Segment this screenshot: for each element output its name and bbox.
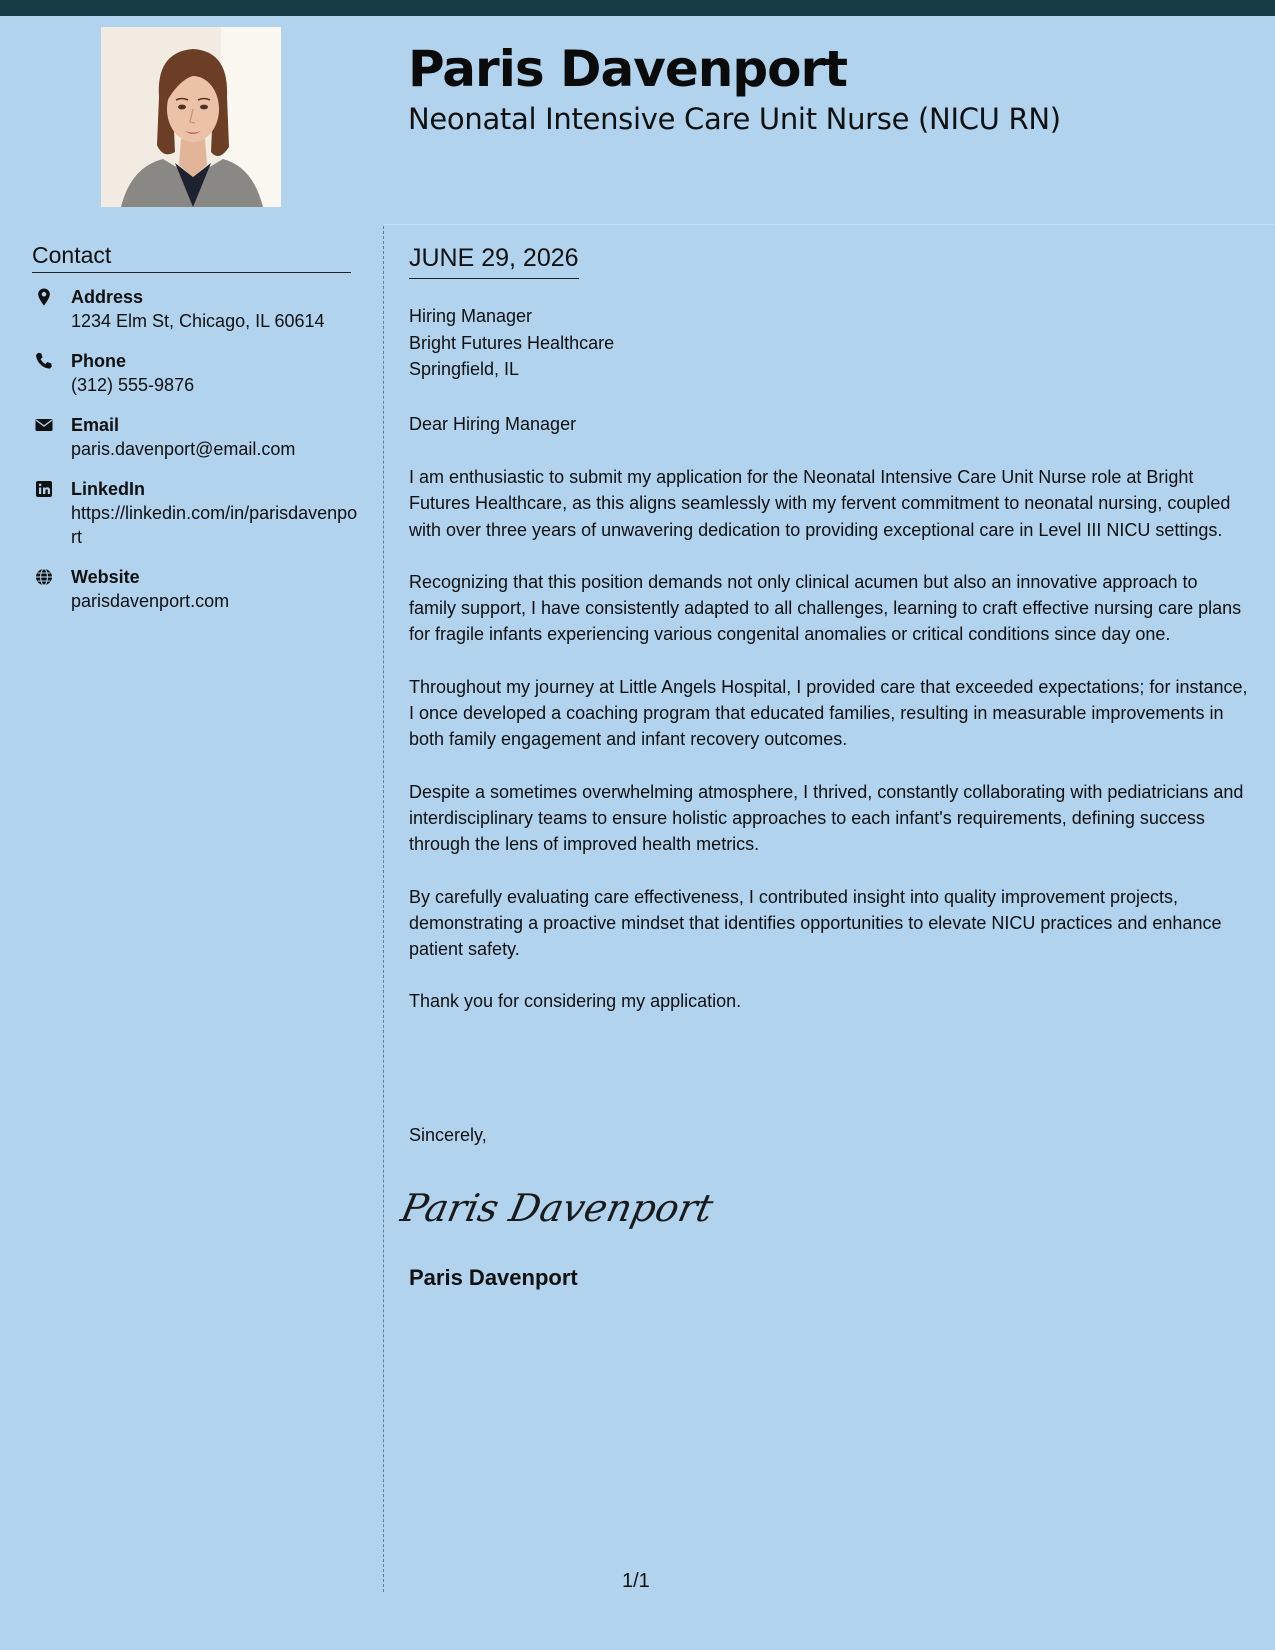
signer-name: Paris Davenport — [409, 1265, 578, 1290]
letter-paragraph: Thank you for considering my application. — [409, 991, 742, 1012]
contact-item-phone — [32, 349, 362, 397]
letter-paragraph: I am enthusiastic to submit my application for the Neonatal Intensive Care Unit Nurse role at Bright Futures Healthcare, as this aligns seamlessly with my fervent commitment to neonatal nursing, coupled with over three years of unwavering dedication to providing exceptional care in Level III NICU settings. — [409, 467, 1231, 540]
letter-paragraph: Despite a sometimes overwhelming atmosphere, I thrived, constantly collaborating with pediatricians and interdisciplinary teams to ensure holistic approaches to each infant's requirements, defining success through the lens of improved health metrics. — [409, 781, 1244, 855]
letter-paragraph: By carefully evaluating care effectiveness, I contributed insight into quality improvement projects, demonstrating a proactive mindset that identifies opportunities to elevate NICU practices and enhance patient safety. — [409, 886, 1222, 960]
website-value[interactable]: parisdavenport.com — [71, 591, 230, 611]
linkedin-icon — [34, 479, 54, 499]
phone-value: (312) 555-9876 — [71, 375, 195, 395]
contact-label: Website — [71, 567, 140, 587]
linkedin-value[interactable]: https://linkedin.com/in/parisdavenport — [71, 503, 358, 547]
contact-item-email — [32, 413, 362, 461]
handwritten-signature — [396, 1179, 717, 1239]
contact-label: LinkedIn — [71, 479, 146, 499]
recipient-name: Hiring Manager — [409, 306, 533, 326]
profile-photo — [101, 27, 281, 207]
contact-heading: Contact — [32, 242, 351, 273]
contact-item-website — [32, 565, 362, 613]
letter-date: JUNE 29, 2026 — [409, 244, 579, 279]
contact-label: Email — [71, 415, 120, 435]
contact-item-address — [32, 285, 362, 333]
recipient-block — [409, 303, 614, 383]
phone-icon — [34, 351, 54, 371]
globe-icon — [34, 567, 54, 587]
salutation: Dear Hiring Manager — [409, 414, 577, 434]
column-divider — [383, 226, 384, 1592]
header-divider — [384, 224, 1275, 225]
map-pin-icon — [34, 287, 54, 307]
candidate-name: Paris Davenport — [408, 40, 848, 98]
letter-paragraph: Throughout my journey at Little Angels Hospital, I provided care that exceeded expectations; for instance, I once developed a coaching program that educated families, resulting in measurable improvements in both family engagement and infant recovery outcomes. — [409, 676, 1248, 750]
closing: Sincerely, — [409, 1125, 487, 1145]
letter-paragraph: Recognizing that this position demands not only clinical acumen but also an innovative approach to family support, I have consistently adapted to all challenges, learning to craft effective nursing care plans for fragile infants experiencing various congenital anomalies or critical conditions since day one. — [409, 571, 1242, 645]
contact-item-linkedin — [32, 477, 362, 549]
recipient-company: Bright Futures Healthcare — [409, 332, 615, 353]
job-title: Neonatal Intensive Care Unit Nurse (NICU RN) — [408, 102, 1061, 136]
contact-label: Phone — [71, 351, 127, 371]
letter-body — [409, 464, 1249, 1041]
avatar — [101, 27, 281, 207]
recipient-location: Springfield, IL — [409, 359, 520, 379]
envelope-icon — [34, 415, 54, 435]
page-number: 1/1 — [622, 1570, 650, 1592]
contact-label: Address — [71, 287, 144, 307]
contact-list — [32, 285, 362, 629]
top-accent-bar — [0, 0, 1275, 16]
address-value: 1234 Elm St, Chicago, IL 60614 — [71, 311, 325, 331]
email-value[interactable]: paris.davenport@email.com — [71, 439, 296, 459]
signature-text: Paris Davenport — [396, 1186, 717, 1231]
